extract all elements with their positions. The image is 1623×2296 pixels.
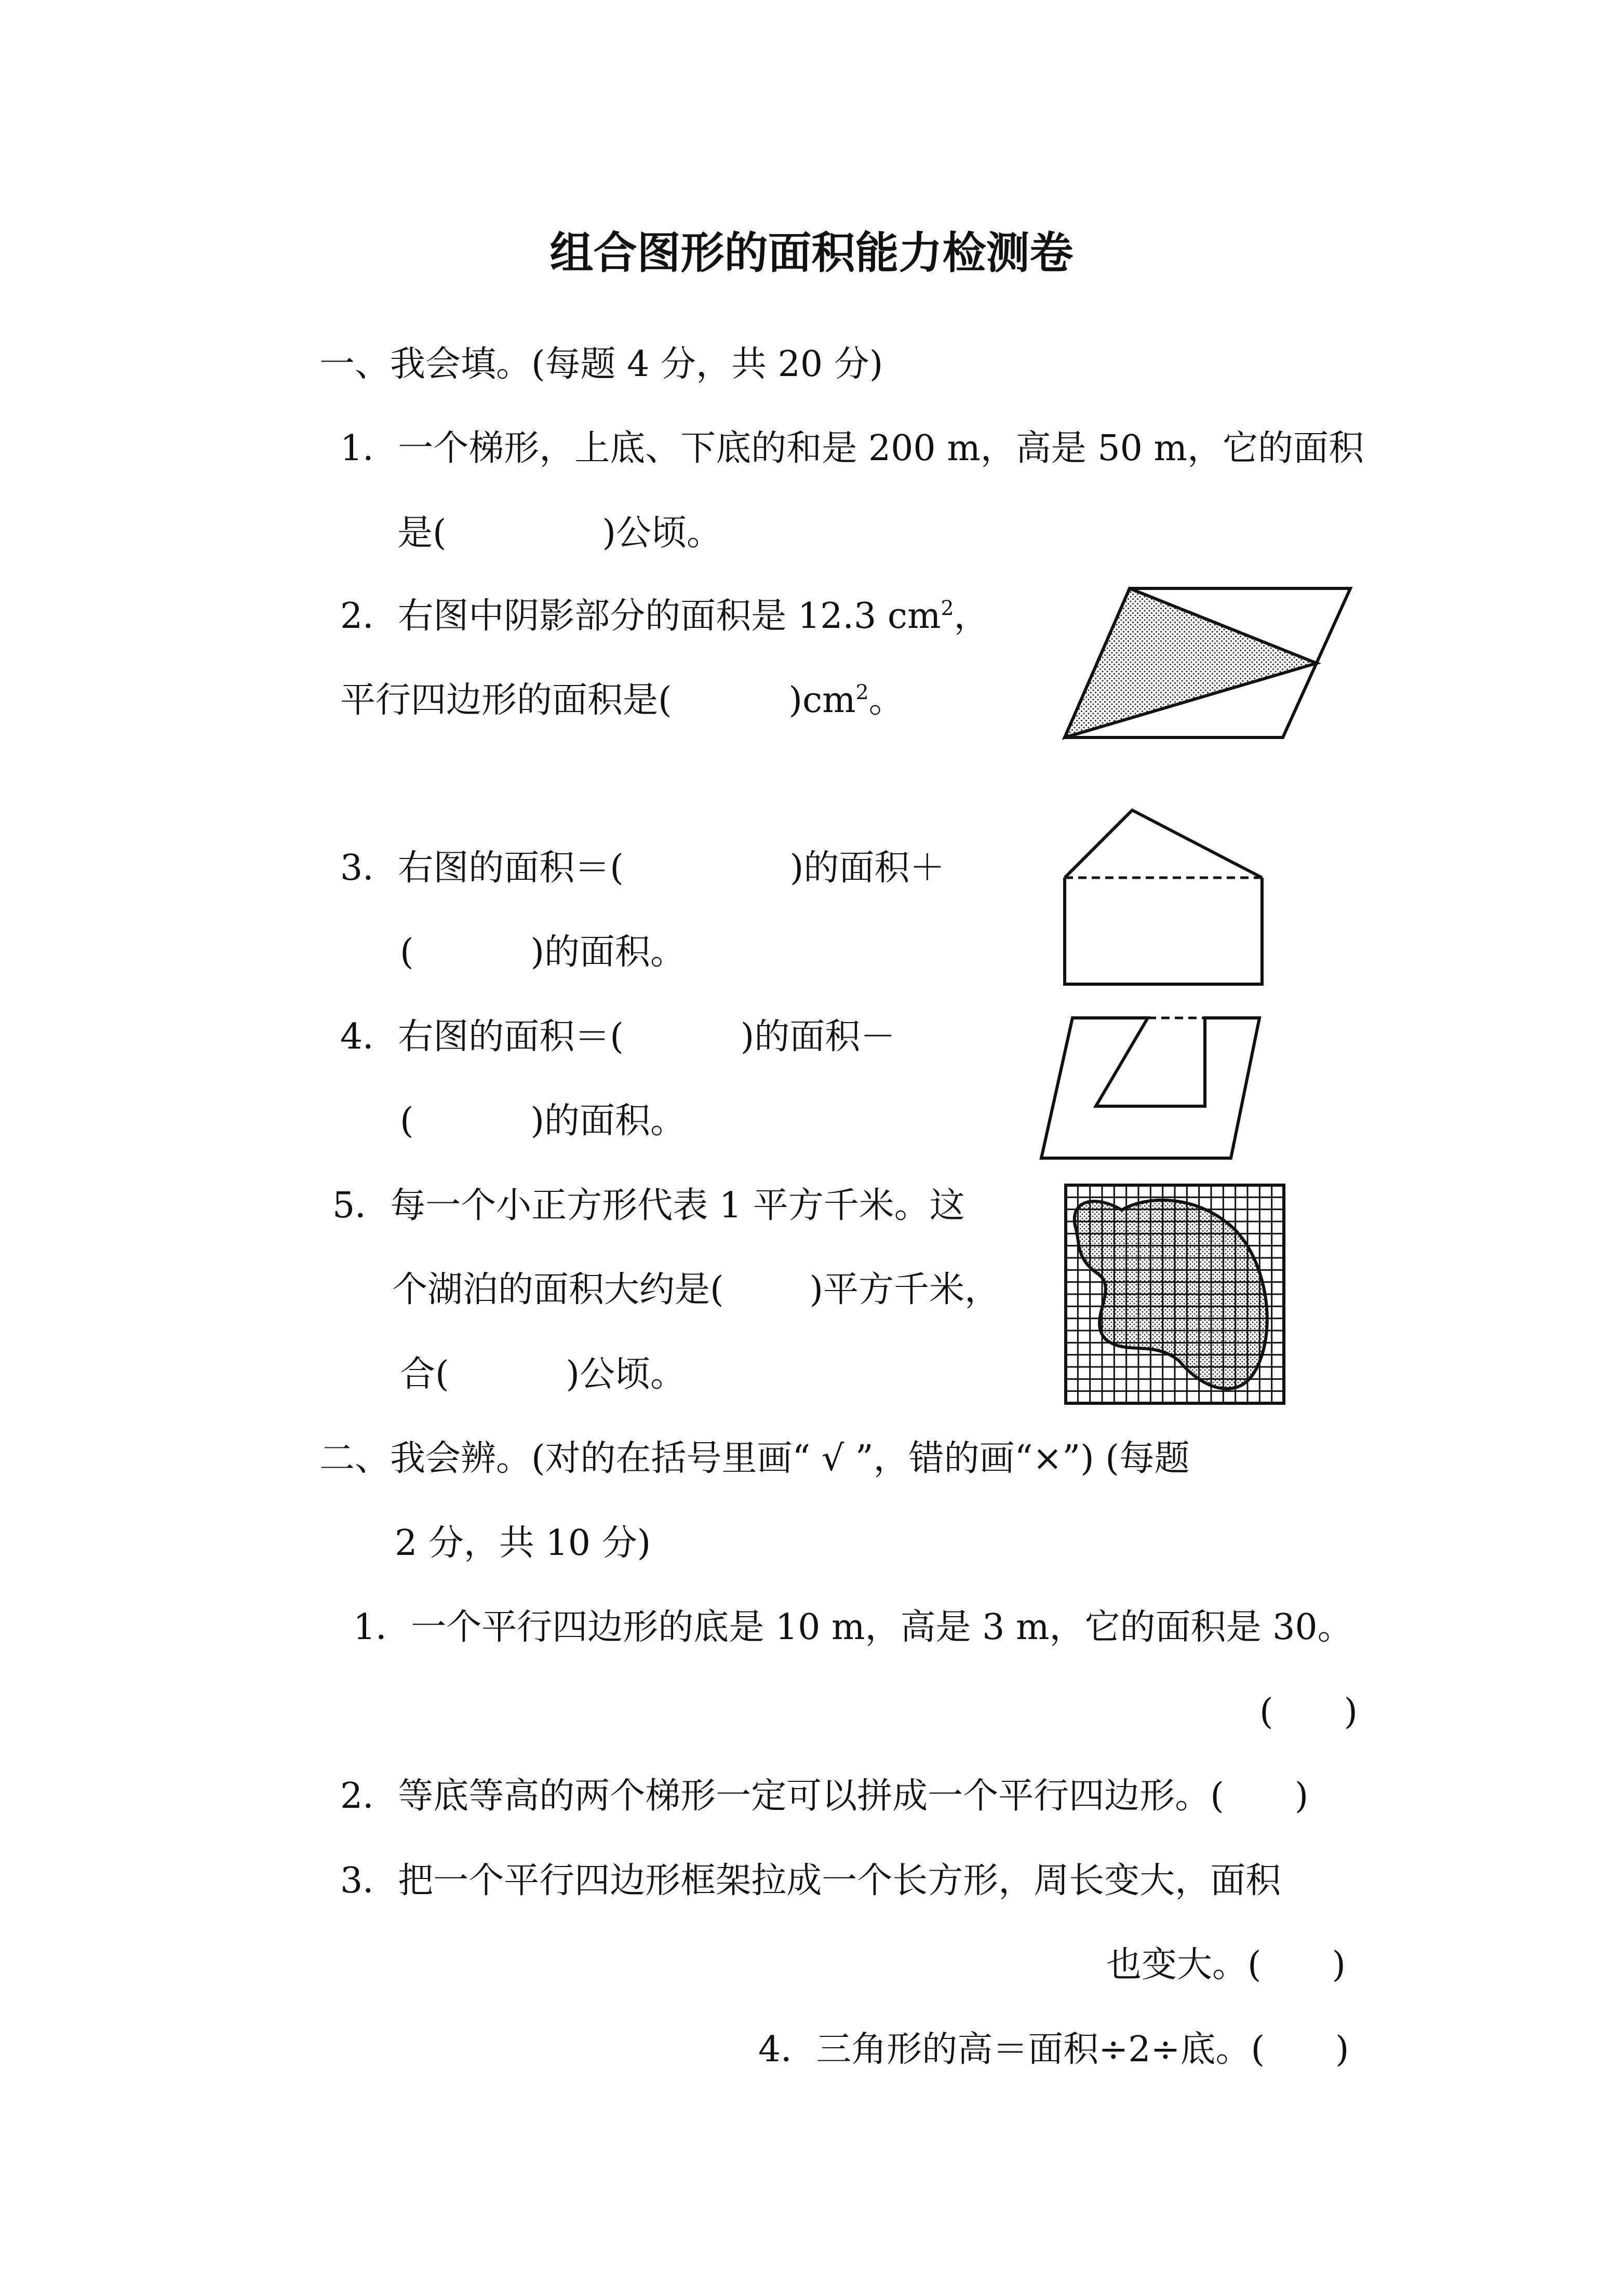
shaded-triangle: [1065, 588, 1317, 737]
q1-line2: 是( )公顷。: [397, 513, 722, 554]
q5-line1: 5．每一个小正方形代表 1 平方千米。这: [332, 1185, 965, 1226]
judge-q2-line1: 2．等底等高的两个梯形一定可以拼成一个平行四边形。( ): [340, 1776, 1309, 1817]
lake-grid-figure: [1065, 1184, 1285, 1405]
judge-q4-line1: 4．三角形的高＝面积÷2÷底。( ): [758, 2029, 1349, 2070]
judge-q3-line2: 也变大。( ): [1106, 1944, 1346, 1985]
judge-q1-answer[interactable]: ( ): [1259, 1691, 1358, 1733]
q1-line1: 1．一个梯形，上底、下底的和是 200 m，高是 50 m，它的面积: [340, 428, 1364, 469]
q5-line3: 合( )公顷。: [400, 1354, 686, 1395]
house-shape-figure: [1059, 805, 1278, 992]
section1-heading: 一、我会填。(每题 4 分，共 20 分): [319, 344, 883, 385]
q3-line2: ( )的面积。: [400, 932, 686, 973]
q4-line1: 4．右图的面积＝( )的面积－: [340, 1016, 896, 1057]
page-title: 组合图形的面积能力检测卷: [549, 227, 1074, 278]
q3-line1: 3．右图的面积＝( )的面积＋: [340, 848, 945, 889]
parallelogram-shaded-triangle-figure: [1059, 582, 1356, 748]
judge-q3-line1: 3．把一个平行四边形框架拉成一个长方形，周长变大，面积: [340, 1860, 1281, 1901]
section2-heading-line2: 2 分，共 10 分): [395, 1523, 651, 1564]
q2-line1: 2．右图中阴影部分的面积是 12.3 $cm^2$，: [340, 596, 989, 637]
judge-q1-line1: 1．一个平行四边形的底是 10 m，高是 3 m，它的面积是 30。: [353, 1607, 1353, 1648]
q4-line2: ( )的面积。: [400, 1100, 686, 1142]
q2-line2: 平行四边形的面积是( )$cm^2$。: [340, 680, 904, 721]
q5-line2: 个湖泊的面积大约是( )平方千米，: [392, 1269, 1000, 1310]
section2-heading: 二、我会辨。(对的在括号里画“ √ ”，错的画“×”) (每题: [319, 1438, 1190, 1479]
notched-parallelogram-figure: [1041, 1013, 1275, 1169]
